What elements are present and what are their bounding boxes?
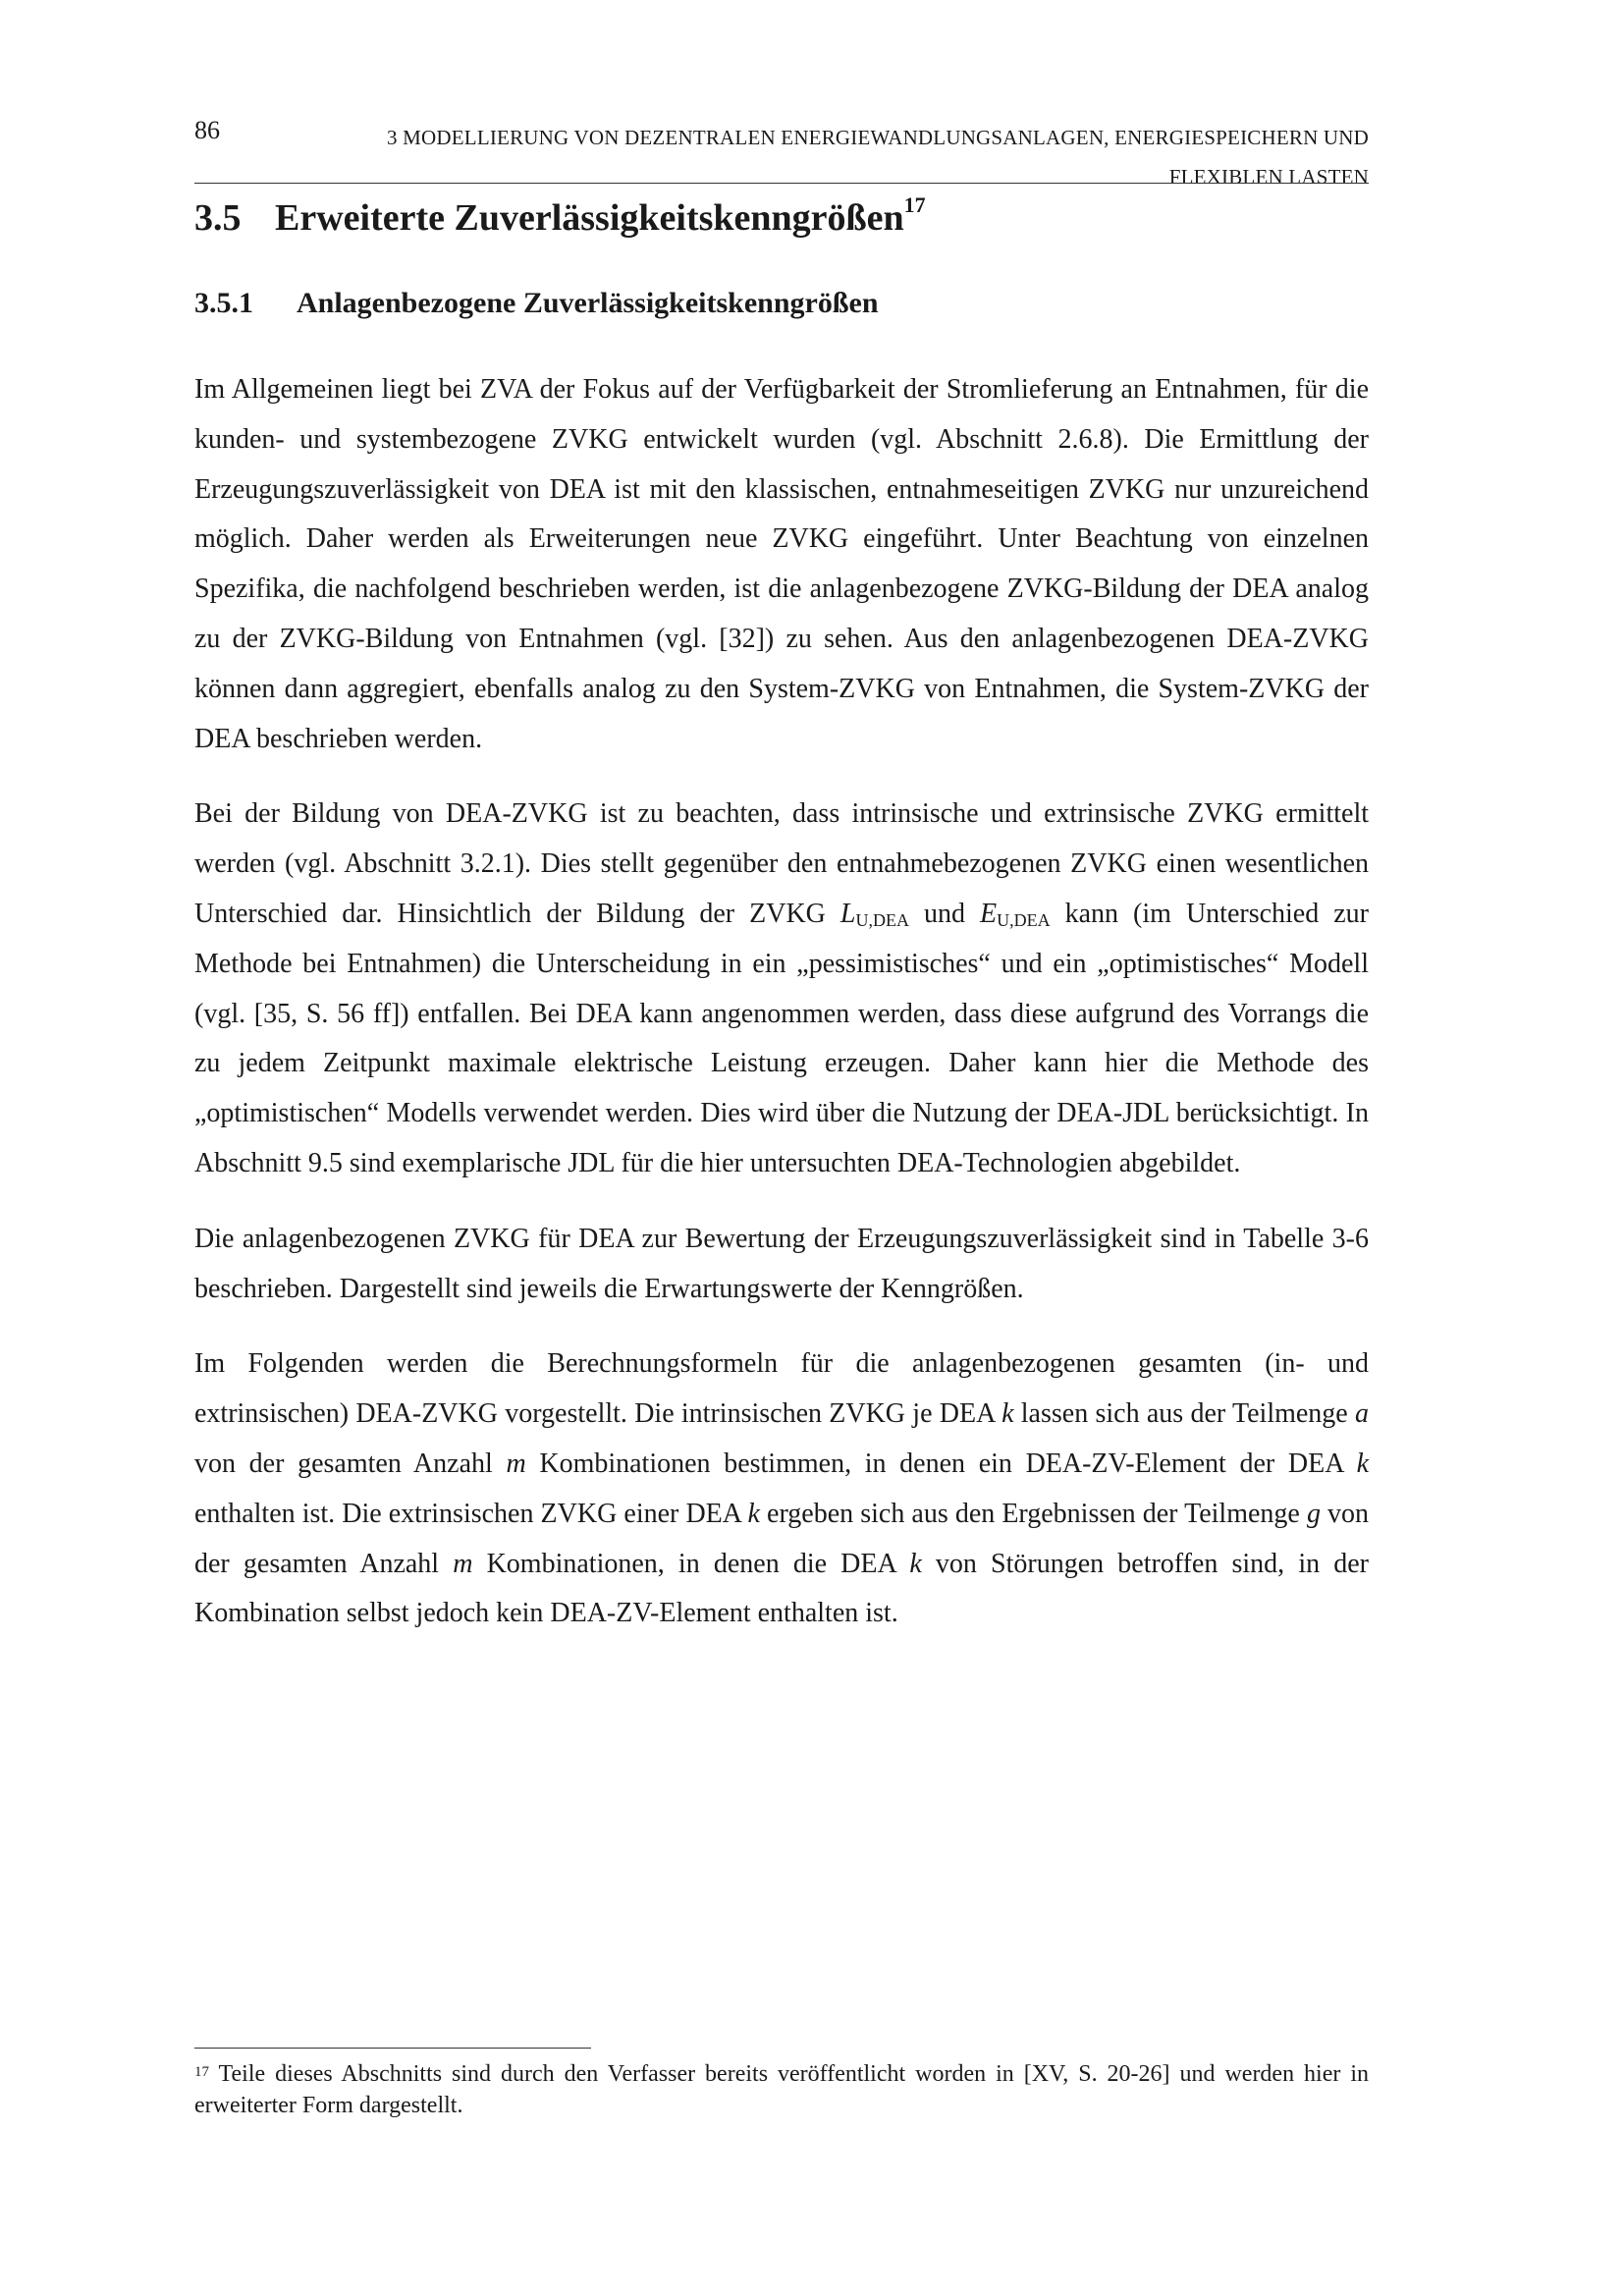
paragraph-4 <box>194 1339 1369 1639</box>
symbol-l-subscript: U,DEA <box>855 909 909 930</box>
subsection-heading <box>194 287 879 320</box>
section-title: Erweiterte Zuverlässigkeitskenngrößen <box>275 197 904 239</box>
paragraph-4-text: ergeben sich aus den Ergebnissen der Teilmenge <box>759 1498 1307 1529</box>
paragraph-2-text: kann (im Unterschied zur Methode bei Entnahmen) die Unterscheidung in ein „pessimistisches“ und ein „optimistisches“ Modell (vgl. [35, S. 56 ff]) entfallen. Bei DEA kann angenommen werden, dass diese aufgrund des Vorrangs die zu jedem Zeitpunkt maximale elektrische Leistung erzeugen. Daher kann hier die Methode des „optimistischen“ Modells verwendet werden. Dies wird über die Nutzung der DEA-JDL berücksichtigt. In Abschnitt 9.5 sind exemplarische JDL für die hier untersuchten DEA-Technologien abgebildet. <box>194 898 1369 1178</box>
running-header <box>194 110 1369 189</box>
variable-m: m <box>453 1548 473 1579</box>
footnote-number: 17 <box>194 2064 209 2080</box>
variable-m: m <box>506 1448 526 1479</box>
page-number: 86 <box>194 116 220 144</box>
variable-g: g <box>1306 1498 1321 1529</box>
variable-k: k <box>747 1498 760 1529</box>
subsection-title: Anlagenbezogene Zuverlässigkeitskenngrößen <box>297 287 879 319</box>
footnote-reference[interactable]: 17 <box>903 192 926 217</box>
section-number: 3.5 <box>194 197 242 239</box>
footnote-rule <box>194 2048 591 2049</box>
paragraph-4-text: lassen sich aus der Teilmenge <box>1013 1398 1356 1430</box>
paragraph-4-text: Kombinationen, in denen die DEA <box>472 1548 910 1579</box>
paragraph-4-text: enthalten ist. Die extrinsischen ZVKG einer DEA <box>194 1498 748 1529</box>
symbol-e: E <box>980 898 998 929</box>
paragraph-4-text: von der gesamten Anzahl <box>194 1448 507 1479</box>
paragraph-1: Im Allgemeinen liegt bei ZVA der Fokus auf der Verfügbarkeit der Stromlieferung an Entnahmen, für die kunden- und systembezogene ZVKG entwickelt wurden (vgl. Abschnitt 2.6.8). Die Ermittlung der Erzeugungszuverlässigkeit von DEA ist mit den klassischen, entnahmeseitigen ZVKG nur unzureichend möglich. Daher werden als Erweiterungen neue ZVKG eingeführt. Unter Beachtung von einzelnen Spezifika, die nachfolgend beschrieben werden, ist die anlagenbezogene ZVKG-Bildung der DEA analog zu der ZVKG-Bildung von Entnahmen (vgl. [32]) zu sehen. Aus den anlagenbezogenen DEA-ZVKG können dann aggregiert, ebenfalls analog zu den System-ZVKG von Entnahmen, die System-ZVKG der DEA beschrieben werden. <box>194 374 1369 754</box>
paragraph-2-text: und <box>908 898 980 929</box>
paragraph-2-text: Bei der Bildung von DEA-ZVKG ist zu beachten, dass intrinsische und extrinsische ZVKG ermittelt werden (vgl. Abschnitt 3.2.1). Dies stellt gegenüber den entnahmebezogenen ZVKG einen wesentlichen Unterschied dar. Hinsichtlich der Bildung der ZVKG <box>194 798 1369 929</box>
variable-k: k <box>909 1548 922 1579</box>
variable-k: k <box>1001 1398 1014 1430</box>
body-text <box>194 365 1369 1665</box>
symbol-e-subscript: U,DEA <box>997 909 1051 930</box>
symbol-l: L <box>839 898 856 929</box>
variable-a: a <box>1355 1398 1370 1430</box>
variable-k: k <box>1356 1448 1369 1479</box>
running-title-line-2: FLEXIBLEN LASTEN <box>1168 165 1369 189</box>
paragraph-4-text: Im Folgenden werden die Berechnungsformeln für die anlagenbezogenen gesamten (in- und extrinsischen) DEA-ZVKG vorgestellt. Die intrinsischen ZVKG je DEA <box>194 1348 1369 1430</box>
paragraph-4-text: von Störungen betroffen sind, in der Kombination selbst jedoch kein DEA-ZV-Element enthalten ist. <box>194 1548 1369 1629</box>
paragraph-4-text: von der gesamten Anzahl <box>194 1498 1370 1579</box>
paragraph-3: Die anlagenbezogenen ZVKG für DEA zur Bewertung der Erzeugungszuverlässigkeit sind in Tabelle 3-6 beschrieben. Dargestellt sind jeweils die Erwartungswerte der Kenngrößen. <box>194 1223 1369 1304</box>
paragraph-2 <box>194 790 1369 1188</box>
footnote-text: Teile dieses Abschnitts sind durch den Verfasser bereits veröffentlicht worden in [XV, S. 20-26] und werden hier in erweiterter Form dargestellt. <box>194 2061 1369 2118</box>
subsection-number: 3.5.1 <box>194 287 253 319</box>
paragraph-4-text: Kombinationen bestimmen, in denen ein DEA-ZV-Element der DEA <box>525 1448 1357 1479</box>
section-heading <box>194 192 926 240</box>
running-title <box>387 118 1369 196</box>
running-title-line-1: 3 MODELLIERUNG VON DEZENTRALEN ENERGIEWANDLUNGSANLAGEN, ENERGIESPEICHERN UND <box>387 126 1369 149</box>
footnote <box>194 2058 1369 2121</box>
header-rule <box>194 183 1369 184</box>
